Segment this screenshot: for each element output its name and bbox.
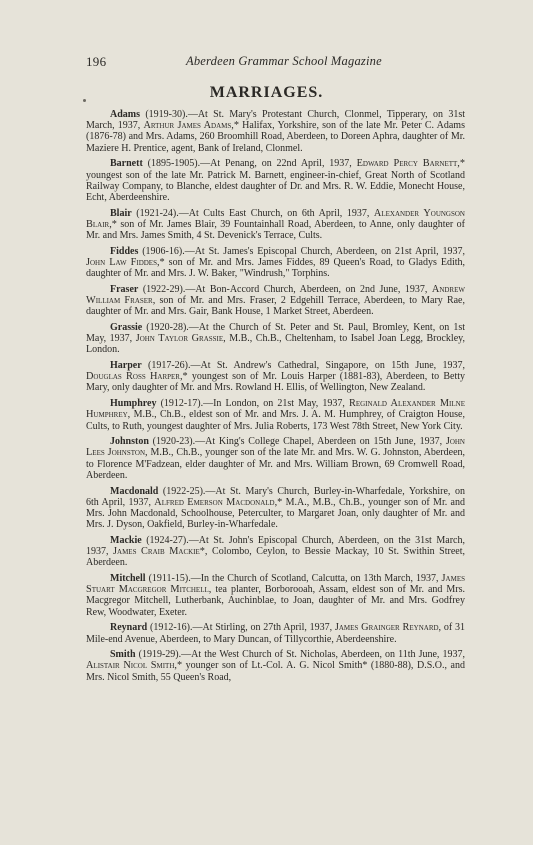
- ink-speck: [83, 99, 86, 102]
- entry-text-before: (1911-15).—In the Church of Scotland, Calcutta, on 13th March, 1937,: [145, 573, 442, 585]
- entry-surname: Barnett: [110, 158, 143, 170]
- entry-text-after: youngest son of the late Mr. Patrick M. Barnett, engineer-in-chief, Great North of Scotland Railway Company, to Blanche, eldest daughter of Dr. and Mrs. R. W. Eddie, Monecht House, Echt, Aberdeenshire.: [86, 169, 465, 203]
- entry-surname: Harper: [110, 360, 142, 372]
- marriage-entry: [86, 486, 465, 531]
- marriage-entry: [86, 360, 465, 394]
- marriage-entry: [86, 158, 465, 203]
- entry-text-after: M.B., Ch.B., Cheltenham, to Isabel Joan Legg, Brockley, London.: [86, 333, 465, 356]
- marriage-entries: [86, 109, 465, 687]
- journal-title: Aberdeen Grammar School Magazine: [186, 54, 382, 68]
- entry-text-after: son of Mr. James Blair, 39 Fountainhall Road, Aberdeen, to Anne, only daughter of Mr. and Mrs. James Smith, 4 St. Devenick's Terrace, Cults.: [86, 218, 465, 242]
- entry-text-before: (1922-29).—At Bon-Accord Church, Aberdeen, on 2nd June, 1937,: [138, 283, 432, 295]
- entry-text-before: (1917-26).—At St. Andrew's Cathedral, Singapore, on 15th June, 1937,: [141, 360, 465, 372]
- entry-text-after: Halifax, Yorkshire, son of the late Mr. Peter C. Adams (1876-78) and Mrs. Adams, 260 Broomhill Road, Aberdeen, to Doreen Aphra, daughter of Mr. Maziere H. Prentice, agent, Bank of Ireland, Clonmel.: [86, 120, 465, 154]
- entry-groom-name: James Stuart Macgregor Mitchell,: [86, 573, 465, 596]
- entry-surname: Macdonald: [110, 485, 159, 497]
- entry-text-after: younger son of Lt.-Col. A. G. Nicol Smith* (1880-88), D.S.O., and Mrs. Nicol Smith, 55 Queen's Road,: [86, 660, 465, 683]
- entry-text-before: (1922-25).—At St. Mary's Church, Burley-in-Wharfedale, Yorkshire, on 6th April, 1937,: [86, 485, 465, 508]
- entry-groom-name: Douglas Ross Harper,*: [86, 371, 188, 383]
- entry-text-after: tea planter, Borborooah, Assam, eldest son of Mr. and Mrs. Macgregor Mitchell, Lutherbank, Auchinblae, to Joan, daughter of Mr. and Mrs. Godfrey Rew, Woodwater, Exeter.: [86, 584, 465, 618]
- entry-groom-name: Edward Percy Barnett,*: [356, 158, 465, 170]
- entry-text-before: (1906-16).—At St. James's Episcopal Church, Aberdeen, on 21st April, 1937,: [138, 245, 465, 257]
- entry-text-after: M.B., Ch.B., eldest son of Mr. and Mrs. J. A. M. Humphrey, of Craigton House, Cults, to Ruth, youngest daughter of Mrs. Julia Roberts, 173 West 78th Street, New York City.: [86, 409, 465, 432]
- entry-text-before: (1919-29).—At the West Church of St. Nicholas, Aberdeen, on 11th June, 1937,: [135, 649, 465, 661]
- entry-text-before: (1912-16).—At Stirling, on 27th April, 1937,: [147, 622, 335, 634]
- entry-text-before: (1920-28).—At the Church of St. Peter and St. Paul, Bromley, Kent, on 1st May, 1937,: [86, 321, 465, 345]
- marriage-entry: [86, 535, 465, 569]
- marriage-entry: [86, 649, 465, 683]
- entry-text-before: (1924-27).—At St. John's Episcopal Church, Aberdeen, on the 31st March, 1937,: [86, 534, 465, 558]
- entry-text-after: youngest son of Mr. Louis Harper (1881-83), Aberdeen, to Betty Mary, only daughter of Mr. and Mrs. Rowland H. Ellis, of Wellington, New Zealand.: [86, 371, 466, 394]
- marriage-entry: [86, 398, 465, 432]
- section-title: MARRIAGES.: [209, 84, 324, 101]
- entry-groom-name: Reginald Alexander Milne Humphrey,: [86, 398, 465, 421]
- running-head: [0, 54, 533, 70]
- entry-text-after: son of Mr. and Mrs. James Fiddes, 89 Queen's Road, to Gladys Edith, daughter of Mr. and Mrs. J. W. Baker, "Windrush," Torphins.: [86, 256, 465, 280]
- marriage-entry: [86, 109, 465, 154]
- marriage-entry: [86, 322, 465, 356]
- marriage-entry: [86, 573, 465, 618]
- entry-text-before: (1895-1905).—At Penang, on 22nd April, 1937,: [142, 158, 357, 170]
- entry-text-after: M.B., Ch.B., younger son of the late Mr. and Mrs. W. G. Johnston, Aberdeen, to Florence M'Fadzean, elder daughter of Mr. and Mrs. William Brown, 69 Cromwell Road, Aberdeen.: [86, 447, 466, 481]
- entry-groom-name: Alexander Youngson Blair,*: [86, 207, 465, 230]
- entry-text-before: (1920-23).—At King's College Chapel, Aberdeen on 15th June, 1937,: [148, 436, 446, 448]
- entry-surname: Blair: [110, 207, 132, 219]
- entry-surname: Reynard: [110, 622, 148, 634]
- entry-surname: Adams: [110, 109, 141, 120]
- entry-groom-name: Alistair Nicol Smith,*: [86, 660, 183, 672]
- entry-text-after: of 31 Mile-end Avenue, Aberdeen, to Mary Duncan, of Tillycorthie, Aberdeenshire.: [86, 622, 465, 645]
- entry-text-before: (1919-30).—At St. Mary's Protestant Church, Clonmel, Tipperary, on 31st March, 1937,: [86, 109, 465, 132]
- entry-groom-name: Alfred Emerson Macdonald,*: [154, 496, 283, 508]
- entry-surname: Johnston: [110, 436, 149, 448]
- entry-groom-name: John Taylor Grassie,: [135, 333, 226, 345]
- marriage-entry: [86, 436, 465, 481]
- entry-surname: Smith: [110, 649, 136, 661]
- entry-surname: Humphrey: [110, 398, 157, 410]
- entry-surname: Grassie: [110, 321, 143, 333]
- entry-surname: Mackie: [110, 534, 142, 546]
- entry-groom-name: John Lees Johnston,: [86, 436, 465, 459]
- marriage-entry: [86, 246, 465, 280]
- marriage-entry: [86, 284, 465, 318]
- marriage-entry: [86, 622, 465, 644]
- marriage-entry: [86, 208, 465, 242]
- entry-text-after: son of Mr. and Mrs. Fraser, 2 Edgehill Terrace, Aberdeen, to Mary Rae, daughter of Mr. and Mrs. Gair, Bank House, 1 Market Street, Aberdeen.: [86, 295, 465, 318]
- entry-text-after: M.A., M.B., Ch.B., younger son of Mr. and Mrs. John Macdonald, Schoolhouse, Peterculter, to Margaret Joan, only daughter of Mr. and Mrs. J. Dyson, Oakfield, Burley-in-Wharfedale.: [86, 496, 465, 531]
- entry-groom-name: James Craib Mackie*,: [113, 546, 208, 558]
- entry-groom-name: James Grainger Reynard,: [334, 622, 442, 634]
- entry-groom-name: Andrew William Fraser,: [86, 283, 465, 307]
- entry-text-before: (1912-17).—In London, on 21st May, 1937,: [156, 398, 349, 410]
- page-number: 196: [86, 54, 107, 69]
- entry-groom-name: Arthur James Adams,*: [143, 120, 239, 132]
- entry-groom-name: John Law Fiddes,*: [86, 256, 165, 268]
- entry-surname: Mitchell: [110, 573, 146, 585]
- entry-surname: Fraser: [110, 283, 139, 295]
- entry-text-before: (1921-24).—At Cults East Church, on 6th April, 1937,: [131, 207, 374, 219]
- entry-text-after: Colombo, Ceylon, to Bessie Mackay, 10 St. Swithin Street, Aberdeen.: [86, 546, 465, 569]
- entry-surname: Fiddes: [110, 245, 139, 257]
